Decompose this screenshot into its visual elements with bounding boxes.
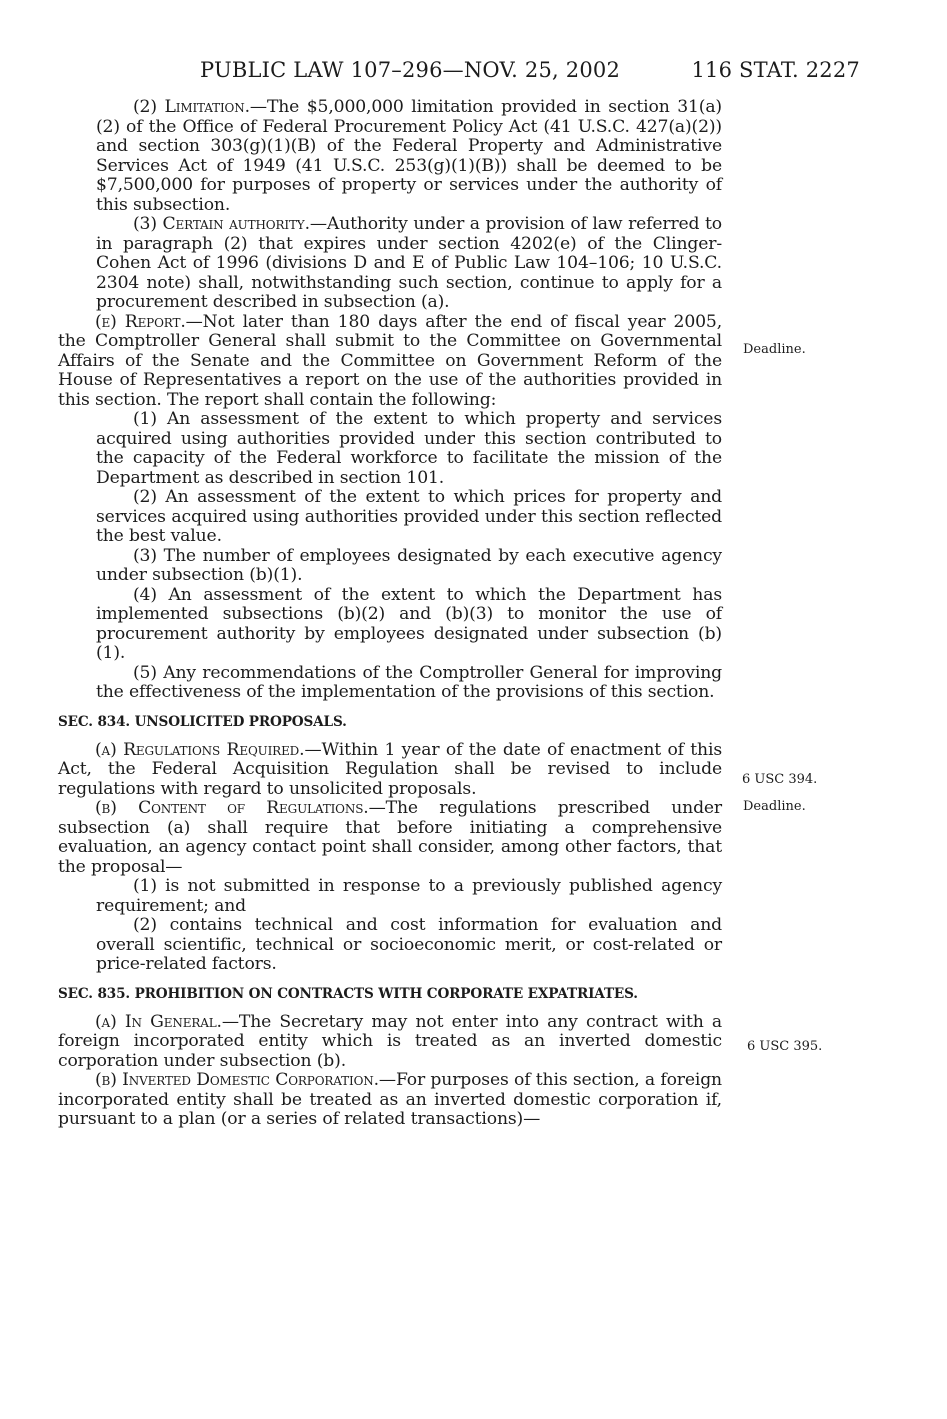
paragraph-3-certain-authority: (3) Certain authority.—Authority under a provision of law referred to in paragraph (2) that expires under section 4202(e) of the Clinger-Cohen Act of 1996 (divisions D and E of Public Law 104–106; 10 U.S.C. 2304 note) shall, notwithstanding such section, continue to apply for a procurement described in subsection (a). xyxy=(96,214,722,312)
sec835-subsection-a: (a) In General.—The Secretary may not enter into any contract with a foreign incorporated entity which is treated as an inverted domestic corporation under subsection (b). xyxy=(58,1011,722,1071)
sec834-item-2: (2) contains technical and cost information for evaluation and overall scientific, technical or socioeconomic merit, or cost-related or price-related factors. xyxy=(96,915,722,974)
sec834-item-1: (1) is not submitted in response to a previously published agency requirement; and xyxy=(96,876,722,916)
section-835-heading: SEC. 835. PROHIBITION ON CONTRACTS WITH CORPORATE EXPATRIATES. xyxy=(58,985,638,1002)
statutes-page-number: 116 STAT. 2227 xyxy=(691,58,860,82)
sec834-subsection-b: (b) Content of Regulations.—The regulations prescribed under subsection (a) shall require that before initiating a comprehensive evaluation, an agency contact point shall consider, among other factors, that the proposal— xyxy=(58,798,723,877)
sec834-subsection-a: (a) Regulations Required.—Within 1 year of the date of enactment of this Act, the Federal Acquisition Regulation shall be revised to include regulations with regard to unsolicited proposals. xyxy=(58,739,722,799)
margin-note-usc-394: 6 USC 394. xyxy=(742,772,818,787)
report-item-2: (2) An assessment of the extent to which prices for property and services acquired using authorities provided under this section reflected the best value. xyxy=(96,487,722,546)
sec835-subsection-b: (b) Inverted Domestic Corporation.—For purposes of this section, a foreign incorporated entity shall be treated as an inverted domestic corporation if, pursuant to a plan (or a series of related transactions)— xyxy=(58,1070,722,1129)
subsection-e-report: (e) Report.—Not later than 180 days after the end of fiscal year 2005, the Comptroller General shall submit to the Committee on Governmental Affairs of the Senate and the Committee on Government Reform of the House of Representatives a report on the use of the authorities provided in this section. The report shall contain the following: xyxy=(58,311,723,410)
margin-note-usc-395: 6 USC 395. xyxy=(747,1039,823,1054)
paragraph-2-limitation: (2) Limitation.—The $5,000,000 limitation provided in section 31(a)(2) of the Office of Federal Procurement Policy Act (41 U.S.C. 427(a)(2)) and section 303(g)(1)(B) of the Federal Property and Administrative Services Act of 1949 (41 U.S.C. 253(g)(1)(B)) shall be deemed to be $7,500,000 for purposes of property or services under the authority of this subsection. xyxy=(96,97,722,215)
margin-note-deadline: Deadline. xyxy=(743,799,806,814)
report-item-5: (5) Any recommendations of the Comptroller General for improving the effectiveness of the implementation of the provisions of this section. xyxy=(96,662,722,702)
margin-note-deadline: Deadline. xyxy=(743,342,806,357)
public-law-citation: PUBLIC LAW 107–296—NOV. 25, 2002 xyxy=(200,58,621,82)
section-834-heading: SEC. 834. UNSOLICITED PROPOSALS. xyxy=(58,713,347,730)
report-item-3: (3) The number of employees designated by each executive agency under subsection (b)(1). xyxy=(96,545,722,585)
report-item-4: (4) An assessment of the extent to which the Department has implemented subsections (b)(2) and (b)(3) to monitor the use of procurement authority by employees designated under subsection (b)(1). xyxy=(96,584,722,663)
report-item-1: (1) An assessment of the extent to which property and services acquired using authorities provided under this section contributed to the capacity of the Federal workforce to facilitate the mission of the Department as described in section 101. xyxy=(96,409,722,488)
document-body xyxy=(58,97,723,1130)
running-header xyxy=(200,58,860,88)
